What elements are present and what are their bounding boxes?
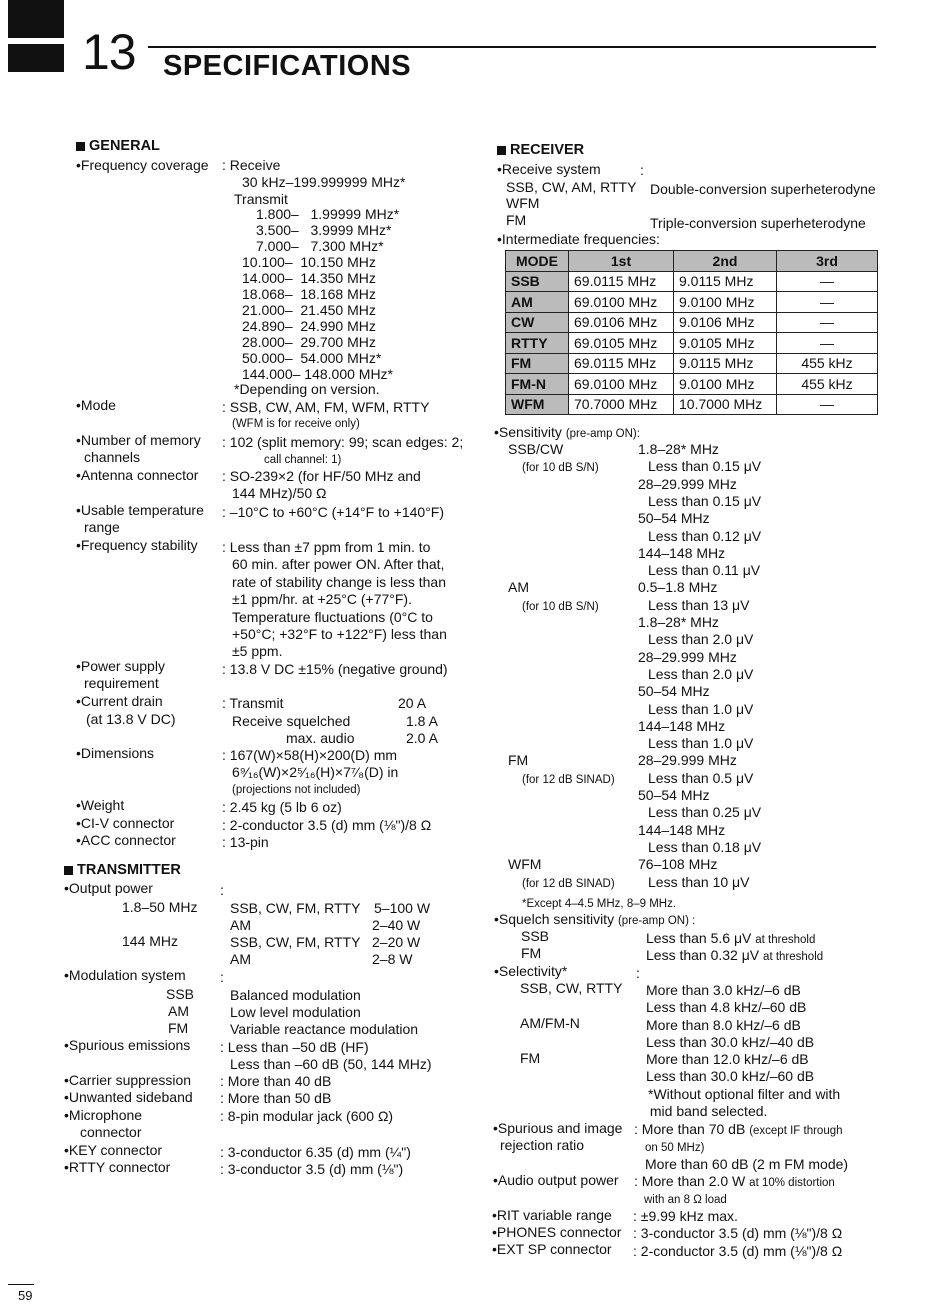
if-cell-1st: 69.0115 MHz — [569, 353, 674, 374]
sensitivity-mode: AM — [508, 579, 529, 596]
civ-label: •CI-V connector — [76, 815, 175, 831]
output-power-label: •Output power — [64, 880, 153, 896]
antenna-value: : SO-239×2 (for HF/50 MHz and — [222, 468, 421, 484]
sensitivity-value: Less than 0.5 μV — [648, 769, 754, 786]
if-cell-3rd: 455 kHz — [777, 374, 878, 395]
if-cell-1st: 69.0115 MHz — [569, 271, 674, 292]
antenna-label: •Antenna connector — [76, 467, 199, 483]
selectivity-ssb-1: More than 3.0 kHz/–6 dB — [646, 982, 801, 998]
current-transmit: : Transmit — [222, 695, 284, 711]
selectivity-note-2: mid band selected. — [646, 1103, 768, 1119]
dimensions-value-in: 6⁹⁄₁₆(W)×2⁵⁄₁₆(H)×7⁷⁄₈(D) in — [232, 764, 399, 780]
stability-value — [222, 539, 447, 661]
freq-transmit-range: 50.000– 54.000 MHz* — [242, 350, 382, 366]
if-table-header — [506, 251, 878, 272]
sensitivity-value: Less than 0.11 μV — [648, 562, 761, 579]
extsp-value: : 2-conductor 3.5 (d) mm (⅛")/8 Ω — [633, 1243, 843, 1259]
image-rejection-label: •Spurious and image — [493, 1120, 623, 1136]
if-cell-2nd: 9.0100 MHz — [674, 374, 777, 395]
current-squelched-value: 1.8 A — [406, 713, 438, 729]
if-cell-3rd: — — [777, 394, 878, 415]
if-cell-2nd: 9.0115 MHz — [674, 353, 777, 374]
sensitivity-band: 76–108 MHz — [638, 856, 718, 873]
modulation-value-fm: Variable reactance modulation — [230, 1021, 419, 1037]
spurious-value: : Less than –50 dB (HF) — [220, 1039, 369, 1055]
sensitivity-value: Less than 0.15 μV — [648, 492, 762, 509]
sensitivity-value: Less than 2.0 μV — [648, 631, 754, 648]
stability-label: •Frequency stability — [76, 537, 198, 553]
header-rule — [148, 46, 876, 48]
sideband-value: : More than 50 dB — [220, 1090, 332, 1106]
sensitivity-band: 1.8–28* MHz — [638, 441, 719, 457]
current-max-audio-value: 2.0 A — [406, 730, 438, 746]
output-band-3: 144 MHz — [122, 933, 179, 949]
general-section — [76, 138, 486, 155]
if-cell-1st: 69.0106 MHz — [569, 312, 674, 333]
if-cell-3rd: — — [777, 312, 878, 333]
freq-transmit-range: 7.000– 7.300 MHz* — [256, 238, 384, 254]
freq-transmit-range: 18.068– 18.168 MHz — [242, 286, 376, 302]
freq-coverage-value: : Receive — [222, 157, 281, 173]
if-cell-2nd: 9.0106 MHz — [674, 312, 777, 333]
acc-label: •ACC connector — [76, 832, 176, 848]
current-label: •Current drain — [76, 693, 163, 709]
chapter-tab-top — [8, 0, 64, 38]
freq-transmit-range: 10.100– 10.150 MHz — [242, 254, 376, 270]
if-table-row — [506, 292, 878, 313]
rtty-label: •RTTY connector — [64, 1159, 171, 1175]
freq-receive-range: 30 kHz–199.999999 MHz* — [242, 174, 406, 190]
if-cell-mode: FM — [506, 353, 569, 374]
key-value: : 3-conductor 6.35 (d) mm (¼") — [220, 1144, 411, 1160]
sensitivity-condition: (for 10 dB S/N) — [522, 600, 599, 613]
current-max-audio: max. audio — [286, 730, 355, 746]
sensitivity-value: Less than 0.25 μV — [648, 804, 762, 821]
selectivity-am-1: More than 8.0 kHz/–6 dB — [646, 1017, 801, 1033]
sensitivity-value: Less than 0.18 μV — [648, 838, 762, 855]
receive-system-mode-3: FM — [506, 212, 527, 228]
if-cell-1st: 69.0100 MHz — [569, 292, 674, 313]
if-label: •Intermediate frequencies: — [497, 231, 660, 247]
current-transmit-value: 20 A — [398, 695, 427, 711]
squelch-mode-fm: FM — [521, 945, 542, 961]
page-number-rule — [8, 1284, 34, 1285]
receive-system-colon: : — [640, 162, 644, 178]
sensitivity-band: 50–54 MHz — [638, 787, 710, 803]
rit-label: •RIT variable range — [492, 1207, 612, 1223]
receive-system-mode-2: WFM — [506, 195, 540, 211]
modulation-value-am: Low level modulation — [230, 1004, 361, 1020]
if-header-1st: 1st — [569, 251, 674, 272]
freq-transmit-range: 24.890– 24.990 MHz — [242, 318, 376, 334]
if-table-row — [506, 353, 878, 374]
if-header-3rd: 3rd — [777, 251, 878, 272]
chapter-tab-bottom — [8, 44, 64, 72]
chapter-title: SPECIFICATIONS — [163, 50, 412, 82]
selectivity-mode-fm: FM — [520, 1050, 541, 1066]
phones-label: •PHONES connector — [492, 1224, 622, 1240]
antenna-value-2: 144 MHz)/50 Ω — [232, 485, 327, 501]
weight-value: : 2.45 kg (5 lb 6 oz) — [222, 799, 342, 815]
mode-value: : SSB, CW, AM, FM, WFM, RTTY — [222, 399, 430, 415]
square-bullet-icon — [64, 866, 73, 875]
sensitivity-band: 1.8–28* MHz — [638, 614, 719, 630]
phones-value: : 3-conductor 3.5 (d) mm (⅛")/8 Ω — [633, 1225, 843, 1241]
audio-output-label: •Audio output power — [493, 1172, 619, 1188]
sensitivity-condition: (for 12 dB SINAD) — [522, 877, 615, 890]
image-rejection-value: : More than 70 dB (except IF through — [634, 1121, 843, 1137]
receive-system-label: •Receive system — [497, 161, 601, 177]
if-cell-mode: CW — [506, 312, 569, 333]
freq-transmit-range: 144.000– 148.000 MHz* — [242, 366, 393, 382]
civ-value: : 2-conductor 3.5 (d) mm (⅛")/8 Ω — [222, 817, 432, 833]
acc-value: : 13-pin — [222, 834, 269, 850]
output-value-4: 2–8 W — [372, 951, 413, 967]
freq-transmit-range: 1.800– 1.99999 MHz* — [256, 206, 400, 222]
if-table — [505, 250, 878, 415]
if-cell-mode: FM-N — [506, 374, 569, 395]
freq-transmit-label: Transmit — [234, 191, 288, 207]
memory-label: •Number of memory — [76, 432, 201, 448]
carrier-value: : More than 40 dB — [220, 1073, 332, 1089]
carrier-label: •Carrier suppression — [64, 1072, 192, 1088]
stability-line: ±5 ppm. — [232, 643, 283, 660]
microphone-label: •Microphone — [64, 1107, 143, 1123]
output-mode-2: AM — [230, 917, 251, 933]
modulation-mode-ssb: SSB — [166, 986, 195, 1002]
sensitivity-band: 28–29.999 MHz — [638, 648, 737, 665]
general-heading: GENERAL — [76, 138, 486, 155]
if-cell-1st: 69.0105 MHz — [569, 333, 674, 354]
output-value-2: 2–40 W — [372, 917, 421, 933]
modulation-mode-fm: FM — [168, 1020, 189, 1036]
if-cell-mode: AM — [506, 292, 569, 313]
stability-line: : Less than ±7 ppm from 1 min. to — [222, 539, 431, 555]
freq-transmit-range: 14.000– 14.350 MHz — [242, 270, 376, 286]
sensitivity-value: Less than 1.0 μV — [648, 700, 754, 717]
output-power-colon: : — [220, 882, 224, 898]
if-table-row — [506, 374, 878, 395]
spurious-label: •Spurious emissions — [64, 1037, 191, 1053]
receive-system-mode-1: SSB, CW, AM, RTTY — [506, 179, 637, 195]
squelch-mode-ssb: SSB — [521, 928, 550, 944]
if-cell-2nd: 9.0115 MHz — [674, 271, 777, 292]
temperature-label-2: range — [84, 519, 120, 535]
sensitivity-value: Less than 1.0 μV — [648, 735, 754, 752]
square-bullet-icon — [497, 146, 506, 155]
sensitivity-value: Less than 0.12 μV — [648, 527, 762, 544]
rtty-value: : 3-conductor 3.5 (d) mm (⅛") — [220, 1161, 404, 1177]
selectivity-colon: : — [636, 965, 640, 981]
key-label: •KEY connector — [64, 1142, 163, 1158]
power-value: : 13.8 V DC ±15% (negative ground) — [222, 661, 448, 677]
microphone-value: : 8-pin modular jack (600 Ω) — [220, 1108, 394, 1124]
sensitivity-band: 0.5–1.8 MHz — [638, 579, 718, 596]
squelch-label: •Squelch sensitivity (pre-amp ON) : — [494, 911, 696, 927]
modulation-value-ssb: Balanced modulation — [230, 987, 361, 1003]
modulation-mode-am: AM — [168, 1003, 189, 1019]
sensitivity-band: 144–148 MHz — [638, 717, 726, 734]
memory-note: call channel: 1) — [264, 454, 342, 466]
if-cell-1st: 69.0100 MHz — [569, 374, 674, 395]
if-cell-3rd: — — [777, 333, 878, 354]
transmitter-heading: TRANSMITTER — [64, 862, 181, 879]
selectivity-mode-ssb: SSB, CW, RTTY — [520, 980, 623, 996]
power-label-2: requirement — [84, 675, 159, 691]
audio-output-value: : More than 2.0 W at 10% distortion — [634, 1173, 835, 1189]
sensitivity-band: 28–29.999 MHz — [638, 752, 737, 769]
microphone-label-2: connector — [80, 1124, 142, 1140]
receive-system-value-3: Triple-conversion superheterodyne — [650, 215, 866, 231]
if-cell-mode: SSB — [506, 271, 569, 292]
if-cell-3rd: 455 kHz — [777, 353, 878, 374]
temperature-value: : –10°C to +60°C (+14°F to +140°F) — [222, 504, 445, 520]
selectivity-fm-1: More than 12.0 kHz/–6 dB — [646, 1051, 809, 1067]
sensitivity-note: *Except 4–4.5 MHz, 8–9 MHz. — [522, 898, 677, 910]
receiver-section — [497, 142, 584, 159]
sensitivity-band: 50–54 MHz — [638, 683, 710, 700]
power-label: •Power supply — [76, 658, 165, 674]
if-cell-3rd: — — [777, 271, 878, 292]
sensitivity-condition: (for 12 dB SINAD) — [522, 773, 615, 786]
sensitivity-band: 50–54 MHz — [638, 510, 710, 527]
sensitivity-condition: (for 10 dB S/N) — [522, 462, 599, 475]
output-band-1: 1.8–50 MHz — [122, 899, 198, 915]
sensitivity-value: Less than 2.0 μV — [648, 665, 754, 682]
dimensions-note: (projections not included) — [232, 784, 361, 796]
stability-line: rate of stability change is less than — [232, 573, 447, 590]
freq-transmit-range: 21.000– 21.450 MHz — [242, 302, 376, 318]
if-cell-mode: WFM — [506, 394, 569, 415]
output-mode-3: SSB, CW, FM, RTTY — [230, 934, 361, 950]
square-bullet-icon — [76, 142, 85, 151]
stability-line: ±1 ppm/hr. at +25°C (+77°F). — [232, 591, 412, 608]
audio-output-note: with an 8 Ω load — [644, 1194, 727, 1206]
sensitivity-label: •Sensitivity (pre-amp ON): — [494, 424, 640, 440]
selectivity-label: •Selectivity* — [494, 963, 568, 979]
spurious-value-2: Less than –60 dB (50, 144 MHz) — [230, 1056, 432, 1072]
receive-system-value-1: Double-conversion superheterodyne — [650, 181, 876, 197]
dimensions-label: •Dimensions — [76, 745, 155, 761]
image-rejection-note: on 50 MHz) — [645, 1142, 705, 1154]
modulation-label: •Modulation system — [64, 967, 186, 983]
sensitivity-band: 28–29.999 MHz — [638, 475, 737, 492]
stability-line: 60 min. after power ON. After that, — [232, 556, 445, 573]
selectivity-mode-am: AM/FM-N — [520, 1015, 580, 1031]
selectivity-am-2: Less than 30.0 kHz/–40 dB — [646, 1034, 815, 1050]
current-label-2: (at 13.8 V DC) — [86, 711, 176, 727]
output-value-1: 5–100 W — [374, 900, 431, 916]
freq-version-note: *Depending on version. — [234, 381, 380, 397]
current-squelched: Receive squelched — [232, 713, 351, 729]
mode-label: •Mode — [76, 397, 116, 413]
sensitivity-band: 144–148 MHz — [638, 821, 726, 838]
output-value-3: 2–20 W — [372, 934, 421, 950]
output-mode-1: SSB, CW, FM, RTTY — [230, 900, 361, 916]
freq-transmit-range: 28.000– 29.700 MHz — [242, 334, 376, 350]
if-table-row — [506, 394, 878, 415]
rit-value: : ±9.99 kHz max. — [633, 1208, 738, 1224]
output-mode-4: AM — [230, 951, 251, 967]
squelch-value-ssb: Less than 5.6 μV at threshold — [646, 930, 816, 946]
if-cell-mode: RTTY — [506, 333, 569, 354]
mode-note: (WFM is for receive only) — [232, 418, 360, 430]
sensitivity-mode: SSB/CW — [508, 441, 564, 457]
sideband-label: •Unwanted sideband — [64, 1089, 193, 1105]
if-cell-3rd: — — [777, 292, 878, 313]
if-cell-2nd: 9.0100 MHz — [674, 292, 777, 313]
if-cell-2nd: 10.7000 MHz — [674, 394, 777, 415]
sensitivity-band: 144–148 MHz — [638, 544, 726, 561]
if-header-mode: MODE — [506, 251, 569, 272]
image-rejection-value-2: More than 60 dB (2 m FM mode) — [645, 1156, 849, 1172]
freq-transmit-list — [242, 206, 400, 382]
receiver-heading: RECEIVER — [497, 142, 584, 159]
if-table-row — [506, 271, 878, 292]
sensitivity-value: Less than 13 μV — [648, 596, 750, 613]
selectivity-ssb-2: Less than 4.8 kHz/–60 dB — [646, 999, 807, 1015]
if-cell-2nd: 9.0105 MHz — [674, 333, 777, 354]
stability-line: Temperature fluctuations (0°C to — [232, 608, 433, 625]
image-rejection-label-2: rejection ratio — [500, 1137, 585, 1153]
transmitter-section — [64, 862, 181, 879]
page-number: 59 — [18, 1288, 33, 1303]
sensitivity-mode: FM — [508, 752, 529, 769]
selectivity-note: *Without optional filter and with — [648, 1086, 841, 1102]
memory-label-2: channels — [84, 449, 141, 465]
if-table-row — [506, 312, 878, 333]
freq-coverage-label: •Frequency coverage — [76, 157, 209, 173]
if-cell-1st: 70.7000 MHz — [569, 394, 674, 415]
squelch-value-fm: Less than 0.32 μV at threshold — [646, 947, 824, 963]
weight-label: •Weight — [76, 797, 125, 813]
extsp-label: •EXT SP connector — [492, 1241, 612, 1257]
memory-value: : 102 (split memory: 99; scan edges: 2; — [222, 434, 464, 450]
dimensions-value: : 167(W)×58(H)×200(D) mm — [222, 747, 398, 763]
if-header-2nd: 2nd — [674, 251, 777, 272]
sensitivity-value: Less than 0.15 μV — [648, 458, 762, 475]
modulation-colon: : — [220, 969, 224, 985]
freq-transmit-range: 3.500– 3.9999 MHz* — [256, 222, 392, 238]
if-table-row — [506, 333, 878, 354]
temperature-label: •Usable temperature — [76, 502, 204, 518]
sensitivity-value: Less than 10 μV — [648, 873, 750, 890]
selectivity-fm-2: Less than 30.0 kHz/–60 dB — [646, 1068, 815, 1084]
sensitivity-mode: WFM — [508, 856, 542, 873]
chapter-number: 13 — [82, 24, 136, 80]
stability-line: +50°C; +32°F to +122°F) less than — [232, 626, 447, 643]
